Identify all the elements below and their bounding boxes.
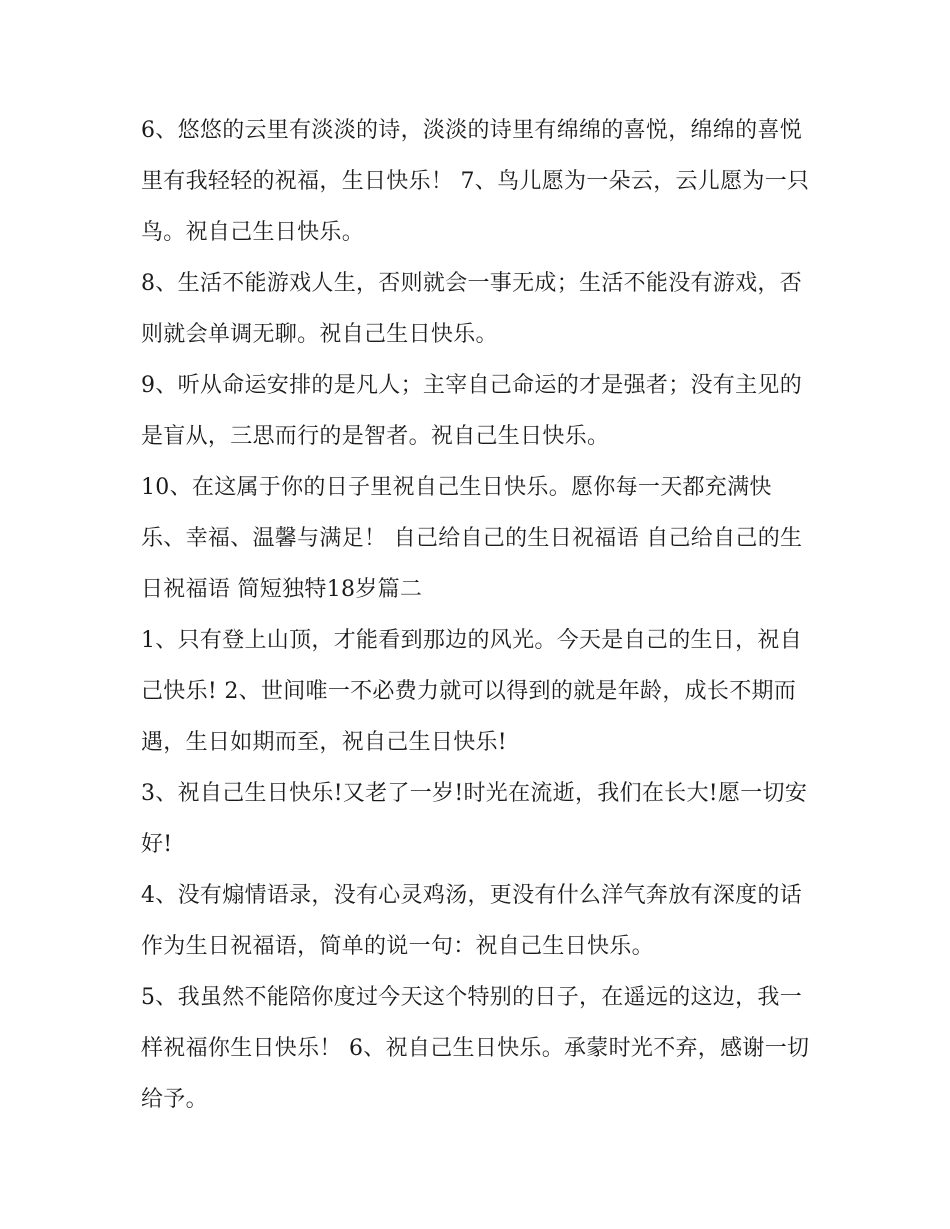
document-body bbox=[141, 105, 813, 1125]
paragraph-5: 1、只有登上山顶，才能看到那边的风光。今天是自己的生日，祝自己快乐! 2、世间唯一不必费力就可以得到的就是年龄，成长不期而遇，生日如期而至，祝自己生日快乐! bbox=[141, 628, 802, 755]
paragraph-2: 8、生活不能游戏人生，否则就会一事无成；生活不能没有游戏，否则就会单调无聊。祝自己生日快乐。 bbox=[141, 271, 802, 347]
paragraph-3: 9、听从命运安排的是凡人；主宰自己命运的才是强者；没有主见的是盲从，三思而行的是智者。祝自己生日快乐。 bbox=[141, 373, 802, 449]
paragraph-8: 5、我虽然不能陪你度过今天这个特别的日子，在遥远的这边，我一样祝福你生日快乐！ 6、祝自己生日快乐。承蒙时光不弃，感谢一切给予。 bbox=[141, 985, 810, 1112]
paragraph-1: 6、悠悠的云里有淡淡的诗，淡淡的诗里有绵绵的喜悦，绵绵的喜悦里有我轻轻的祝福，生日快乐！ 7、鸟儿愿为一朵云，云儿愿为一只鸟。祝自己生日快乐。 bbox=[141, 118, 810, 245]
paragraph-6: 3、祝自己生日快乐!又老了一岁!时光在流逝，我们在长大!愿一切安好! bbox=[141, 781, 808, 857]
paragraph-7: 4、没有煽情语录，没有心灵鸡汤，更没有什么洋气奔放有深度的话作为生日祝福语，简单的说一句：祝自己生日快乐。 bbox=[141, 883, 802, 959]
paragraph-4: 10、在这属于你的日子里祝自己生日快乐。愿你每一天都充满快乐、幸福、温馨与满足！ 自己给自己的生日祝福语 自己给自己的生日祝福语 简短独特18岁篇二 bbox=[141, 475, 803, 602]
